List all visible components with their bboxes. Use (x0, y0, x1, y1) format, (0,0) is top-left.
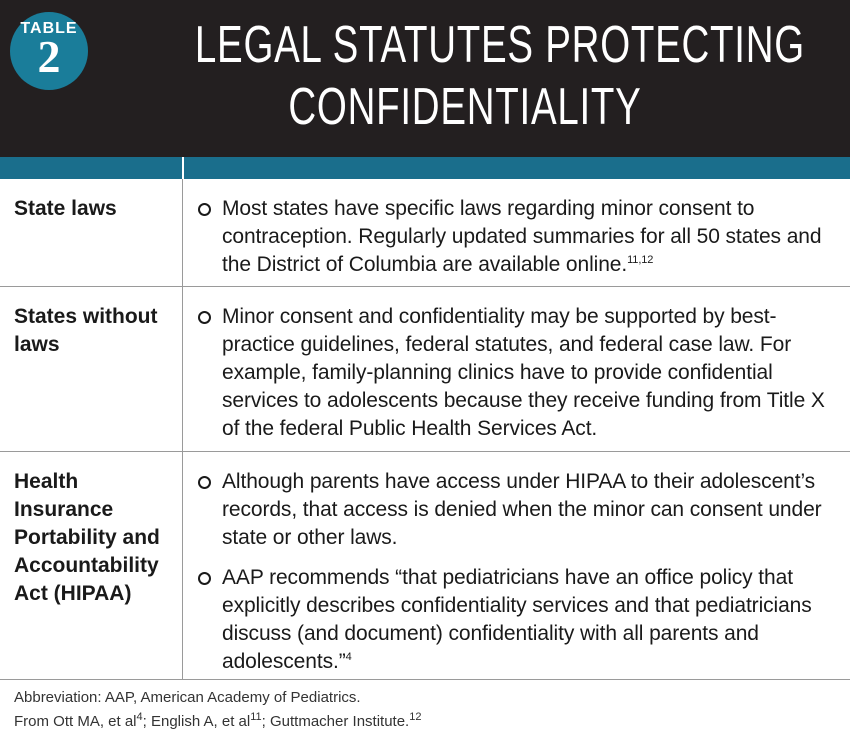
badge-label: TABLE (20, 20, 78, 37)
bullet-circle-icon (198, 476, 211, 489)
bullet-text: Although parents have access under HIPAA to their adolescent’s records, that access is denied when the minor can consent under state or other laws. (222, 470, 822, 549)
list-item (198, 564, 836, 676)
table-title-line-2: CONFIDENTIALITY (288, 78, 642, 136)
source-text: From Ott MA, et al (14, 713, 137, 730)
row-content (198, 195, 836, 279)
table-title-line-1: LEGAL STATUTES PROTECTING (194, 16, 805, 74)
bullet-text: Most states have specific laws regarding minor consent to contraception. Regularly updated summaries for all 50 states and the District of Columbia are available online. (222, 197, 822, 276)
bullet-text: AAP recommends “that pediatricians have an office policy that explicitly describes confidentiality services and that pediatricians discuss (and document) confidentiality with all parents and adolescents.” (222, 566, 812, 673)
table-row-hipaa (0, 452, 850, 680)
table-title (194, 14, 805, 138)
source-note (14, 710, 836, 734)
row-label: State laws (14, 197, 117, 220)
table-row-state-laws (0, 179, 850, 287)
row-label: States without laws (14, 305, 158, 356)
source-text: ; English A, et al (142, 713, 251, 730)
column-divider (182, 157, 184, 179)
list-item (198, 303, 836, 443)
table-footnotes (14, 686, 836, 734)
column-header-bar (0, 157, 850, 179)
badge-number: 2 (37, 31, 61, 82)
bullet-text: Minor consent and confidentiality may be supported by best-practice guidelines, federal statutes, and federal case law. For example, family-planning clinics have to provide confidential services to adolescents because they receive funding from Title X of the federal Public Health Services Act. (222, 305, 825, 440)
citation-superscript: 12 (409, 711, 422, 723)
citation-superscript: 11,12 (627, 254, 654, 266)
table-header (0, 0, 850, 157)
table-number-badge (10, 12, 88, 90)
row-label: Health Insurance Portability and Accountability Act (HIPAA) (14, 470, 160, 605)
source-text: ; Guttmacher Institute. (261, 713, 410, 730)
row-divider (182, 452, 183, 679)
row-content (198, 468, 836, 676)
bullet-circle-icon (198, 572, 211, 585)
row-divider (182, 179, 183, 286)
row-content (198, 303, 836, 443)
table-row-states-without-laws (0, 287, 850, 452)
citation-superscript: 11 (250, 711, 262, 723)
citation-superscript: 4 (345, 651, 352, 663)
citation-superscript: 4 (136, 711, 143, 723)
bullet-circle-icon (198, 311, 211, 324)
list-item (198, 195, 836, 279)
row-divider (182, 287, 183, 451)
statutes-table (0, 179, 850, 680)
list-item (198, 468, 836, 552)
abbreviation-note: Abbreviation: AAP, American Academy of Pediatrics. (14, 689, 361, 706)
bullet-circle-icon (198, 203, 211, 216)
